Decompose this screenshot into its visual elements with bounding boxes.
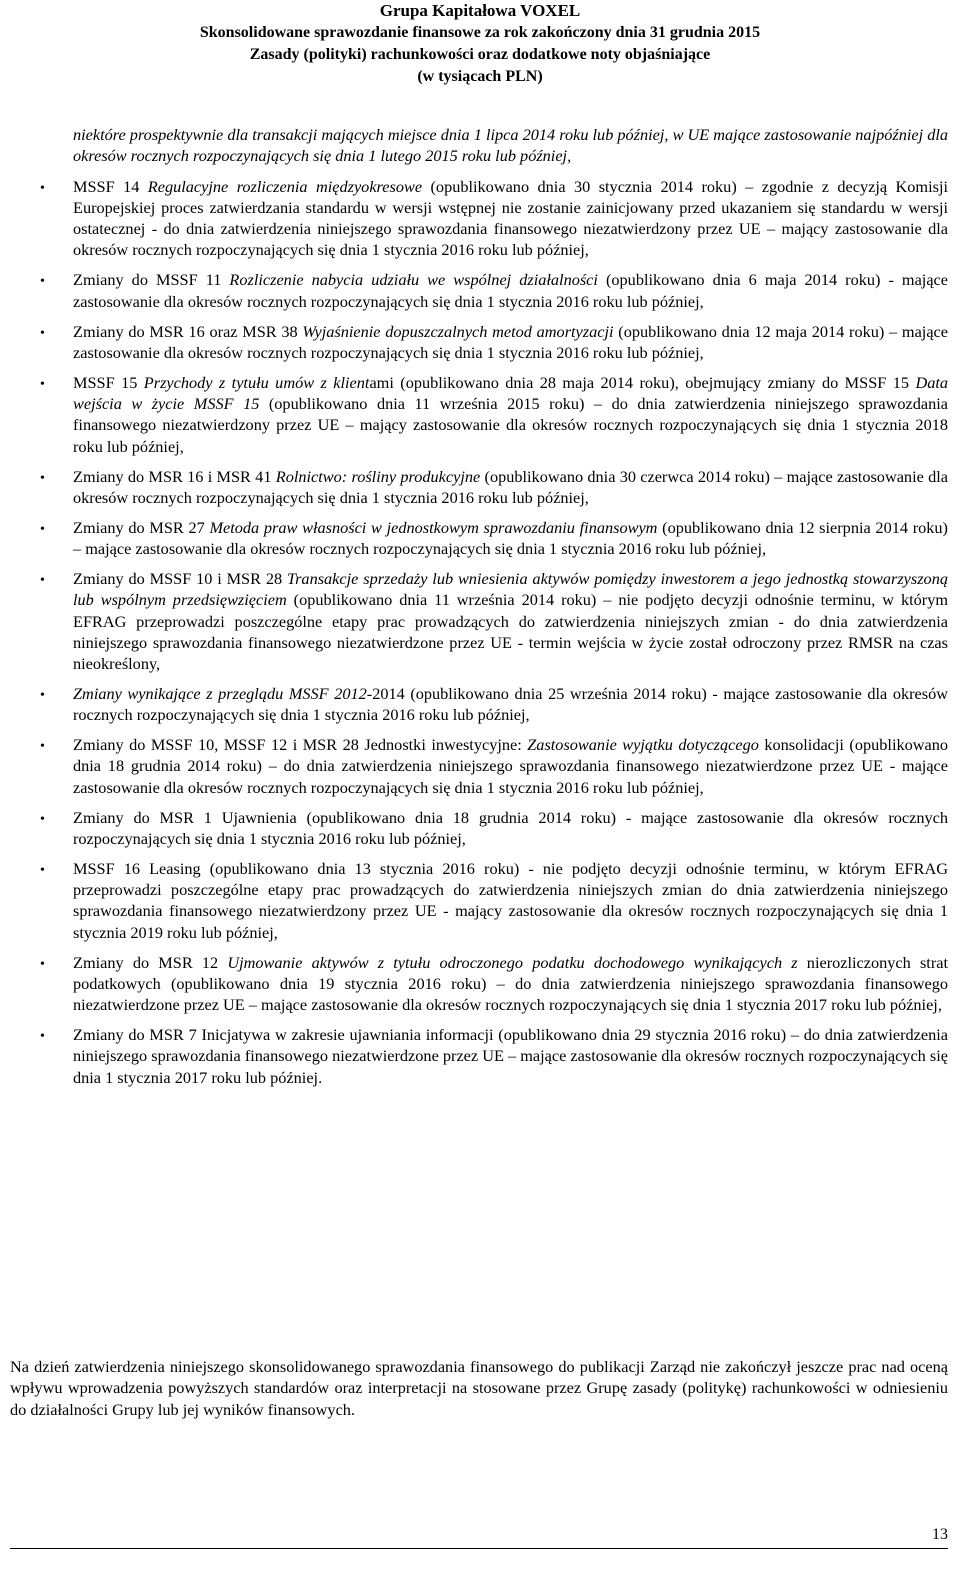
list-item: • Zmiany do MSSF 10, MSSF 12 i MSR 28 Jednostki inwestycyjne: Zastosowanie wyjątku dotyczącego konsolidacji (opublikowano dnia 18 grudnia 2014 roku) – do dnia zatwierdzenia niniejszego sprawozdania finansowego niezatwierdzone przez UE - mające zastosowanie dla okresów rocznych rozpoczynających się dnia 1 stycznia 2016 roku lub później,: [40, 734, 948, 798]
bullet-icon: [40, 1024, 45, 1047]
document-body: [40, 124, 948, 1097]
list-item: • Zmiany do MSR 7 Inicjatywa w zakresie ujawniania informacji (opublikowano dnia 29 stycznia 2016 roku) – do dnia zatwierdzenia niniejszego sprawozdania finansowego niezatwierdzone przez UE – mające zastosowanie dla okresów rocznych rozpoczynających się dnia 1 stycznia 2017 roku lub później.: [40, 1024, 948, 1088]
bullet-icon: [40, 807, 45, 830]
bullet-icon: [40, 269, 45, 292]
bullet-icon: [40, 683, 45, 706]
page-header: [0, 0, 960, 88]
list-item: • Zmiany do MSR 12 Ujmowanie aktywów z tytułu odroczonego podatku dochodowego wynikających z nierozliczonych strat podatkowych (opublikowano dnia 19 stycznia 2016 roku) – do dnia zatwierdzenia niniejszego sprawozdania finansowego niezatwierdzone przez UE – mające zastosowanie dla okresów rocznych rozpoczynających się dnia 1 stycznia 2017 roku lub później,: [40, 952, 948, 1016]
report-title: Skonsolidowane sprawozdanie finansowe za rok zakończony dnia 31 grudnia 2015: [199, 24, 761, 41]
list-item: • Zmiany wynikające z przeglądu MSSF 2012-2014 (opublikowano dnia 25 września 2014 roku) - mające zastosowanie dla okresów rocznych rozpoczynających się dnia 1 stycznia 2016 roku lub później,: [40, 683, 948, 726]
list-item: • MSSF 14 Regulacyjne rozliczenia międzyokresowe (opublikowano dnia 30 stycznia 2014 roku) – zgodnie z decyzją Komisji Europejskiej proces zatwierdzania standardu w wersji wstępnej nie zostanie zainicjowany przed ukazaniem się standardu w wersji ostatecznej - do dnia zatwierdzenia niniejszego sprawozdania finansowego niezatwierdzony przez UE – mający zastosowanie dla okresów rocznych rozpoczynających się dnia 1 stycznia 2016 roku lub później,: [40, 176, 948, 261]
list-item: • Zmiany do MSSF 10 i MSR 28 Transakcje sprzedaży lub wniesienia aktywów pomiędzy inwestorem a jego jednostką stowarzyszoną lub wspólnym przedsięwzięciem (opublikowano dnia 11 września 2014 roku) – nie podjęto decyzji odnośnie terminu, w którym EFRAG przeprowadzi poszczególne etapy prac prowadzących do zatwierdzenia niniejszych zmian - do dnia zatwierdzenia niniejszego sprawozdania finansowego niezatwierdzone przez UE - termin wejścia w życie został odroczony przez RMSR na czas nieokreślony,: [40, 568, 948, 674]
list-item: • MSSF 16 Leasing (opublikowano dnia 13 stycznia 2016 roku) - nie podjęto decyzji odnośnie terminu, w którym EFRAG przeprowadzi poszczególne etapy prac prowadzących do zatwierdzenia niniejszych zmian do dnia zatwierdzenia niniejszego sprawozdania finansowego niezatwierdzony przez UE - mający zastosowanie dla okresów rocznych rozpoczynających się dnia 1 stycznia 2019 roku lub później,: [40, 858, 948, 943]
list-item: • MSSF 15 Przychody z tytułu umów z klientami (opublikowano dnia 28 maja 2014 roku), obejmujący zmiany do MSSF 15 Data wejścia w życie MSSF 15 (opublikowano dnia 11 września 2015 roku) – do dnia zatwierdzenia niniejszego sprawozdania finansowego niezatwierdzony przez UE – mający zastosowanie dla okresów rocznych rozpoczynających się dnia 1 stycznia 2018 roku lub później,: [40, 372, 948, 457]
intro-continuation: niektóre prospektywnie dla transakcji mających miejsce dnia 1 lipca 2014 roku lub później, w UE mające zastosowanie najpóźniej dla okresów rocznych rozpoczynających się dnia 1 lutego 2015 roku lub później,: [73, 125, 948, 166]
bullet-icon: [40, 321, 45, 344]
bullet-icon: [40, 858, 45, 881]
list-item: • Zmiany do MSSF 11 Rozliczenie nabycia udziału we wspólnej działalności (opublikowano dnia 6 maja 2014 roku) - mające zastosowanie dla okresów rocznych rozpoczynających się dnia 1 stycznia 2016 roku lub później,: [40, 269, 948, 312]
units-note: (w tysiącach PLN): [417, 68, 543, 85]
company-name: Grupa Kapitałowa VOXEL: [379, 1, 581, 20]
list-item: • Zmiany do MSR 27 Metoda praw własności w jednostkowym sprawozdaniu finansowym (opublikowano dnia 12 sierpnia 2014 roku) – mające zastosowanie dla okresów rocznych rozpoczynających się dnia 1 stycznia 2016 roku lub później,: [40, 517, 948, 560]
page-number: 13: [932, 1526, 948, 1543]
footer-rule: [10, 1548, 948, 1549]
section-title: Zasady (polityki) rachunkowości oraz dodatkowe noty objaśniające: [249, 46, 711, 63]
bullet-icon: [40, 734, 45, 757]
bullet-icon: [40, 466, 45, 489]
bullet-icon: [40, 952, 45, 975]
list-item: • Zmiany do MSR 1 Ujawnienia (opublikowano dnia 18 grudnia 2014 roku) - mające zastosowanie dla okresów rocznych rozpoczynających się dnia 1 stycznia 2016 roku lub później,: [40, 807, 948, 850]
standards-list: [40, 176, 948, 1088]
list-item: • Zmiany do MSR 16 i MSR 41 Rolnictwo: rośliny produkcyjne (opublikowano dnia 30 czerwca 2014 roku) – mające zastosowanie dla okresów rocznych rozpoczynających się dnia 1 stycznia 2016 roku lub później,: [40, 466, 948, 509]
list-item: • Zmiany do MSR 16 oraz MSR 38 Wyjaśnienie dopuszczalnych metod amortyzacji (opublikowano dnia 12 maja 2014 roku) – mające zastosowanie dla okresów rocznych rozpoczynających się dnia 1 stycznia 2016 roku lub później,: [40, 321, 948, 364]
bullet-icon: [40, 372, 45, 395]
bullet-icon: [40, 176, 45, 199]
bullet-icon: [40, 517, 45, 540]
bullet-icon: [40, 568, 45, 591]
closing-paragraph: Na dzień zatwierdzenia niniejszego skonsolidowanego sprawozdania finansowego do publikacji Zarząd nie zakończył jeszcze prac nad oceną wpływu wprowadzenia powyższych standardów oraz interpretacji na stosowane przez Grupę zasady (politykę) rachunkowości w odniesieniu do działalności Grupy lub jej wyników finansowych.: [10, 1357, 948, 1419]
